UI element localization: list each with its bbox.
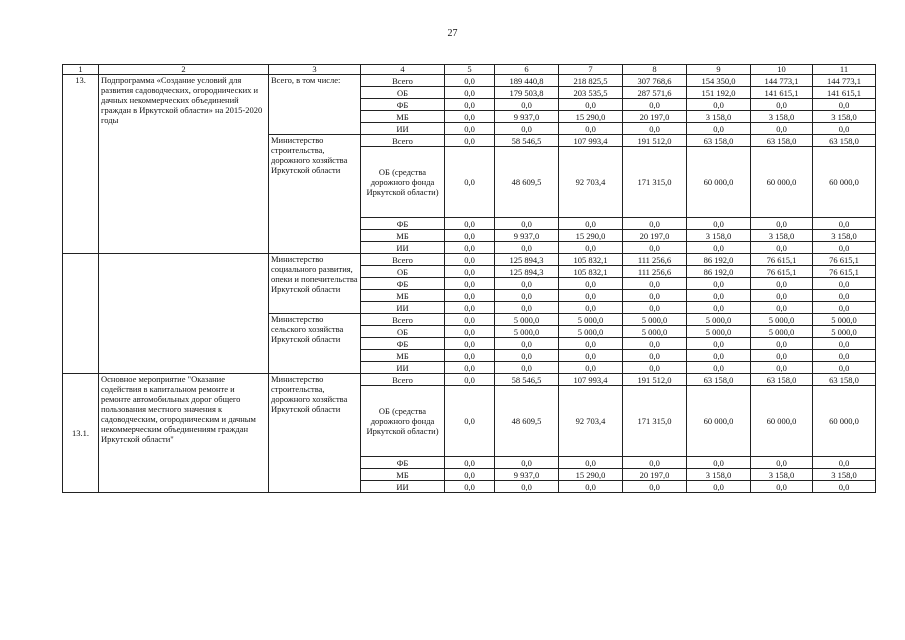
value-cell: 0,0 xyxy=(687,362,751,374)
value-cell: 0,0 xyxy=(445,362,495,374)
value-cell: 0,0 xyxy=(559,457,623,469)
value-cell: 60 000,0 xyxy=(687,147,751,218)
value-cell: 5 000,0 xyxy=(623,326,687,338)
item-title: Основное мероприятие "Оказание содействия в капитальном ремонте и ремонте автомобильных дорог общего пользования местного значения к садоводческим, огородническим и дачным некоммерческим объединениям граждан Иркутской области" xyxy=(99,374,269,493)
column-header: 1 xyxy=(63,65,99,75)
value-cell: 63 158,0 xyxy=(751,374,813,386)
value-cell: 0,0 xyxy=(623,242,687,254)
value-cell: 48 609,5 xyxy=(495,386,559,457)
value-cell: 0,0 xyxy=(559,481,623,493)
value-cell: 60 000,0 xyxy=(813,386,876,457)
value-cell: 151 192,0 xyxy=(687,87,751,99)
executor-cell: Всего, в том числе: xyxy=(269,75,361,135)
value-cell: 0,0 xyxy=(559,242,623,254)
value-cell: 0,0 xyxy=(751,290,813,302)
value-cell: 15 290,0 xyxy=(559,111,623,123)
value-cell: 0,0 xyxy=(559,290,623,302)
funding-source-cell: ОБ xyxy=(361,87,445,99)
table-row xyxy=(63,75,876,87)
value-cell: 76 615,1 xyxy=(813,254,876,266)
value-cell: 189 440,8 xyxy=(495,75,559,87)
value-cell: 0,0 xyxy=(813,350,876,362)
value-cell: 5 000,0 xyxy=(495,314,559,326)
value-cell: 0,0 xyxy=(445,123,495,135)
value-cell: 0,0 xyxy=(687,123,751,135)
funding-source-cell: ОБ (средства дорожного фонда Иркутской области) xyxy=(361,147,445,218)
funding-source-cell: Всего xyxy=(361,314,445,326)
value-cell: 5 000,0 xyxy=(813,314,876,326)
value-cell: 3 158,0 xyxy=(813,230,876,242)
table-row xyxy=(63,374,876,386)
funding-source-cell: ОБ xyxy=(361,326,445,338)
value-cell: 63 158,0 xyxy=(813,374,876,386)
funding-source-cell: ИИ xyxy=(361,481,445,493)
value-cell: 60 000,0 xyxy=(751,147,813,218)
value-cell: 58 546,5 xyxy=(495,374,559,386)
value-cell: 63 158,0 xyxy=(813,135,876,147)
value-cell: 0,0 xyxy=(687,99,751,111)
value-cell: 5 000,0 xyxy=(559,326,623,338)
value-cell: 125 894,3 xyxy=(495,254,559,266)
item-number: 13.1. xyxy=(63,374,99,493)
value-cell: 141 615,1 xyxy=(813,87,876,99)
value-cell: 191 512,0 xyxy=(623,374,687,386)
value-cell: 0,0 xyxy=(813,278,876,290)
value-cell: 111 256,6 xyxy=(623,266,687,278)
column-header: 11 xyxy=(813,65,876,75)
value-cell: 171 315,0 xyxy=(623,147,687,218)
value-cell: 307 768,6 xyxy=(623,75,687,87)
executor-cell: Министерство социального развития, опеки и попечительства Иркутской области xyxy=(269,254,361,314)
value-cell: 0,0 xyxy=(495,99,559,111)
value-cell: 0,0 xyxy=(623,350,687,362)
value-cell: 0,0 xyxy=(445,314,495,326)
value-cell: 86 192,0 xyxy=(687,266,751,278)
value-cell: 0,0 xyxy=(445,386,495,457)
value-cell: 0,0 xyxy=(751,242,813,254)
value-cell: 92 703,4 xyxy=(559,147,623,218)
value-cell: 0,0 xyxy=(813,338,876,350)
column-header: 7 xyxy=(559,65,623,75)
value-cell: 0,0 xyxy=(559,99,623,111)
funding-source-cell: ИИ xyxy=(361,302,445,314)
value-cell: 0,0 xyxy=(687,290,751,302)
value-cell: 0,0 xyxy=(495,242,559,254)
page-number: 27 xyxy=(447,28,458,39)
funding-source-cell: ИИ xyxy=(361,362,445,374)
funding-source-cell: ФБ xyxy=(361,218,445,230)
value-cell: 5 000,0 xyxy=(623,314,687,326)
value-cell: 0,0 xyxy=(751,350,813,362)
value-cell: 0,0 xyxy=(623,290,687,302)
column-header: 10 xyxy=(751,65,813,75)
funding-source-cell: Всего xyxy=(361,254,445,266)
value-cell: 0,0 xyxy=(445,302,495,314)
value-cell: 171 315,0 xyxy=(623,386,687,457)
value-cell: 107 993,4 xyxy=(559,135,623,147)
value-cell: 0,0 xyxy=(687,302,751,314)
value-cell: 5 000,0 xyxy=(751,314,813,326)
value-cell: 0,0 xyxy=(559,350,623,362)
value-cell: 111 256,6 xyxy=(623,254,687,266)
executor-cell: Министерство сельского хозяйства Иркутской области xyxy=(269,314,361,374)
value-cell: 0,0 xyxy=(445,266,495,278)
value-cell: 191 512,0 xyxy=(623,135,687,147)
funding-source-cell: Всего xyxy=(361,135,445,147)
value-cell: 0,0 xyxy=(751,302,813,314)
value-cell: 0,0 xyxy=(813,457,876,469)
value-cell: 0,0 xyxy=(623,278,687,290)
value-cell: 3 158,0 xyxy=(687,469,751,481)
funding-source-cell: ОБ xyxy=(361,266,445,278)
value-cell: 0,0 xyxy=(687,218,751,230)
value-cell: 5 000,0 xyxy=(813,326,876,338)
value-cell: 9 937,0 xyxy=(495,469,559,481)
value-cell: 0,0 xyxy=(813,302,876,314)
funding-source-cell: ФБ xyxy=(361,457,445,469)
value-cell: 0,0 xyxy=(687,481,751,493)
value-cell: 0,0 xyxy=(623,218,687,230)
value-cell: 0,0 xyxy=(445,326,495,338)
value-cell: 3 158,0 xyxy=(751,230,813,242)
column-header: 5 xyxy=(445,65,495,75)
value-cell: 0,0 xyxy=(687,278,751,290)
column-header: 9 xyxy=(687,65,751,75)
value-cell: 154 350,0 xyxy=(687,75,751,87)
value-cell: 76 615,1 xyxy=(751,254,813,266)
value-cell: 141 615,1 xyxy=(751,87,813,99)
value-cell: 0,0 xyxy=(445,481,495,493)
value-cell: 9 937,0 xyxy=(495,111,559,123)
value-cell: 0,0 xyxy=(445,75,495,87)
funding-source-cell: ИИ xyxy=(361,242,445,254)
value-cell: 105 832,1 xyxy=(559,266,623,278)
value-cell: 218 825,5 xyxy=(559,75,623,87)
value-cell: 76 615,1 xyxy=(751,266,813,278)
value-cell: 5 000,0 xyxy=(687,326,751,338)
value-cell: 0,0 xyxy=(559,278,623,290)
value-cell: 0,0 xyxy=(445,350,495,362)
table-row xyxy=(63,254,876,266)
item-number xyxy=(63,254,99,374)
value-cell: 0,0 xyxy=(687,338,751,350)
value-cell: 20 197,0 xyxy=(623,469,687,481)
value-cell: 0,0 xyxy=(445,230,495,242)
value-cell: 144 773,1 xyxy=(813,75,876,87)
value-cell: 105 832,1 xyxy=(559,254,623,266)
value-cell: 63 158,0 xyxy=(687,135,751,147)
value-cell: 0,0 xyxy=(445,338,495,350)
value-cell: 0,0 xyxy=(445,147,495,218)
value-cell: 203 535,5 xyxy=(559,87,623,99)
value-cell: 5 000,0 xyxy=(559,314,623,326)
executor-cell: Министерство строительства, дорожного хозяйства Иркутской области xyxy=(269,374,361,493)
value-cell: 125 894,3 xyxy=(495,266,559,278)
value-cell: 3 158,0 xyxy=(813,111,876,123)
funding-source-cell: Всего xyxy=(361,75,445,87)
value-cell: 3 158,0 xyxy=(751,469,813,481)
value-cell: 0,0 xyxy=(813,99,876,111)
value-cell: 0,0 xyxy=(495,290,559,302)
value-cell: 0,0 xyxy=(445,87,495,99)
value-cell: 0,0 xyxy=(813,218,876,230)
value-cell: 0,0 xyxy=(751,338,813,350)
value-cell: 58 546,5 xyxy=(495,135,559,147)
funding-source-cell: МБ xyxy=(361,350,445,362)
value-cell: 107 993,4 xyxy=(559,374,623,386)
value-cell: 0,0 xyxy=(813,123,876,135)
value-cell: 60 000,0 xyxy=(751,386,813,457)
value-cell: 0,0 xyxy=(687,350,751,362)
value-cell: 0,0 xyxy=(813,481,876,493)
value-cell: 0,0 xyxy=(751,123,813,135)
column-number-row xyxy=(63,65,876,75)
value-cell: 0,0 xyxy=(445,242,495,254)
value-cell: 0,0 xyxy=(623,457,687,469)
value-cell: 60 000,0 xyxy=(813,147,876,218)
value-cell: 5 000,0 xyxy=(687,314,751,326)
funding-source-cell: МБ xyxy=(361,230,445,242)
item-title: Подпрограмма «Создание условий для развития садоводческих, огороднических и дачных некоммерческих объединений граждан в Иркутской области» на 2015-2020 годы xyxy=(99,75,269,254)
value-cell: 0,0 xyxy=(495,278,559,290)
value-cell: 0,0 xyxy=(623,99,687,111)
funding-source-cell: Всего xyxy=(361,374,445,386)
value-cell: 63 158,0 xyxy=(751,135,813,147)
column-header: 2 xyxy=(99,65,269,75)
value-cell: 0,0 xyxy=(445,457,495,469)
value-cell: 0,0 xyxy=(495,481,559,493)
value-cell: 0,0 xyxy=(445,278,495,290)
table-body xyxy=(63,75,876,493)
value-cell: 0,0 xyxy=(687,242,751,254)
value-cell: 0,0 xyxy=(495,218,559,230)
value-cell: 0,0 xyxy=(559,362,623,374)
funding-source-cell: ФБ xyxy=(361,99,445,111)
value-cell: 0,0 xyxy=(623,302,687,314)
value-cell: 0,0 xyxy=(445,135,495,147)
value-cell: 0,0 xyxy=(813,290,876,302)
funding-source-cell: МБ xyxy=(361,111,445,123)
value-cell: 0,0 xyxy=(559,218,623,230)
column-header: 8 xyxy=(623,65,687,75)
value-cell: 15 290,0 xyxy=(559,469,623,481)
funding-source-cell: ОБ (средства дорожного фонда Иркутской области) xyxy=(361,386,445,457)
value-cell: 0,0 xyxy=(445,111,495,123)
value-cell: 3 158,0 xyxy=(687,230,751,242)
funding-source-cell: ФБ xyxy=(361,278,445,290)
value-cell: 3 158,0 xyxy=(751,111,813,123)
value-cell: 0,0 xyxy=(445,254,495,266)
value-cell: 0,0 xyxy=(445,469,495,481)
value-cell: 0,0 xyxy=(813,242,876,254)
funding-source-cell: ИИ xyxy=(361,123,445,135)
value-cell: 0,0 xyxy=(495,302,559,314)
value-cell: 92 703,4 xyxy=(559,386,623,457)
value-cell: 9 937,0 xyxy=(495,230,559,242)
value-cell: 0,0 xyxy=(495,338,559,350)
value-cell: 0,0 xyxy=(751,99,813,111)
funding-source-cell: МБ xyxy=(361,469,445,481)
funding-source-cell: МБ xyxy=(361,290,445,302)
value-cell: 15 290,0 xyxy=(559,230,623,242)
value-cell: 0,0 xyxy=(559,123,623,135)
value-cell: 3 158,0 xyxy=(687,111,751,123)
executor-cell: Министерство строительства, дорожного хозяйства Иркутской области xyxy=(269,135,361,254)
value-cell: 48 609,5 xyxy=(495,147,559,218)
value-cell: 0,0 xyxy=(445,218,495,230)
value-cell: 0,0 xyxy=(445,374,495,386)
value-cell: 0,0 xyxy=(687,457,751,469)
value-cell: 0,0 xyxy=(495,123,559,135)
value-cell: 86 192,0 xyxy=(687,254,751,266)
value-cell: 0,0 xyxy=(445,99,495,111)
value-cell: 76 615,1 xyxy=(813,266,876,278)
value-cell: 0,0 xyxy=(445,290,495,302)
item-title xyxy=(99,254,269,374)
value-cell: 0,0 xyxy=(559,338,623,350)
column-header: 6 xyxy=(495,65,559,75)
column-header: 4 xyxy=(361,65,445,75)
value-cell: 287 571,6 xyxy=(623,87,687,99)
value-cell: 0,0 xyxy=(813,362,876,374)
value-cell: 0,0 xyxy=(623,362,687,374)
value-cell: 20 197,0 xyxy=(623,230,687,242)
value-cell: 60 000,0 xyxy=(687,386,751,457)
value-cell: 0,0 xyxy=(559,302,623,314)
value-cell: 5 000,0 xyxy=(495,326,559,338)
value-cell: 0,0 xyxy=(751,362,813,374)
value-cell: 0,0 xyxy=(623,481,687,493)
value-cell: 3 158,0 xyxy=(813,469,876,481)
value-cell: 0,0 xyxy=(623,123,687,135)
value-cell: 144 773,1 xyxy=(751,75,813,87)
budget-table xyxy=(62,64,876,493)
value-cell: 0,0 xyxy=(751,278,813,290)
value-cell: 0,0 xyxy=(495,362,559,374)
value-cell: 0,0 xyxy=(751,218,813,230)
value-cell: 0,0 xyxy=(623,338,687,350)
column-header: 3 xyxy=(269,65,361,75)
item-number: 13. xyxy=(63,75,99,254)
value-cell: 0,0 xyxy=(495,457,559,469)
value-cell: 20 197,0 xyxy=(623,111,687,123)
value-cell: 0,0 xyxy=(751,481,813,493)
value-cell: 0,0 xyxy=(751,457,813,469)
value-cell: 5 000,0 xyxy=(751,326,813,338)
value-cell: 0,0 xyxy=(495,350,559,362)
value-cell: 179 503,8 xyxy=(495,87,559,99)
funding-source-cell: ФБ xyxy=(361,338,445,350)
value-cell: 63 158,0 xyxy=(687,374,751,386)
